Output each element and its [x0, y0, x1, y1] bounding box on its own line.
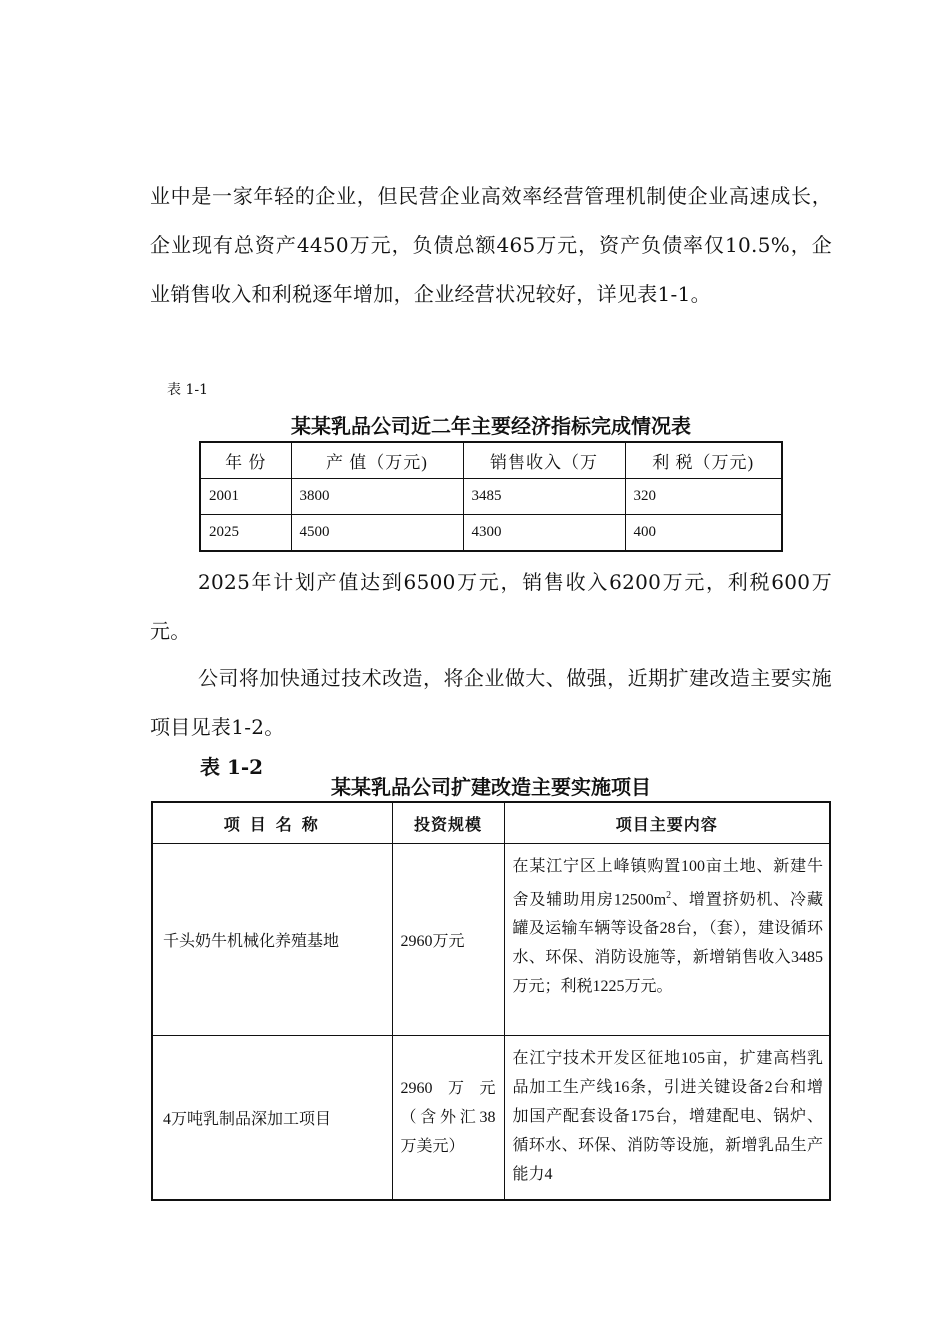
- table-header-row: [200, 442, 782, 479]
- cell-sales: 3485: [463, 479, 625, 515]
- cell-tax: 320: [625, 479, 782, 515]
- table-row: [200, 479, 782, 515]
- header-investment: 投资规模: [392, 802, 504, 844]
- expansion-projects-table: [151, 801, 831, 1201]
- header-year: 年 份: [200, 442, 291, 479]
- table-row: [152, 844, 830, 1036]
- cell-year: 2025: [200, 515, 291, 552]
- table2-title: 某某乳品公司扩建改造主要实施项目: [331, 775, 651, 799]
- header-content: 项目主要内容: [504, 802, 830, 844]
- header-sales: 销售收入（万: [463, 442, 625, 479]
- cell-sales: 4300: [463, 515, 625, 552]
- cell-year: 2001: [200, 479, 291, 515]
- cell-tax: 400: [625, 515, 782, 552]
- table1-title: 某某乳品公司近二年主要经济指标完成情况表: [291, 414, 691, 438]
- cell-content: [504, 844, 830, 1036]
- content-text-b: 、增置挤奶机、冷藏罐及运输车辆等设备28台，（套），建设循环水、环保、消防设施等，新增销售收入3485万元；利税1225万元。: [512, 891, 823, 996]
- cell-project-name: 千头奶牛机械化养殖基地: [152, 844, 392, 1036]
- table-row: [152, 1036, 830, 1200]
- table2-label: 表 1-2: [200, 755, 264, 779]
- cell-investment: 2960万元: [392, 844, 504, 1036]
- table1-label: 表 1-1: [167, 382, 208, 398]
- cell-investment: [392, 1036, 504, 1200]
- table-row: [200, 515, 782, 552]
- investment-text: 2960万元（含外汇38万美元）: [400, 1079, 496, 1155]
- table-header-row: [152, 802, 830, 844]
- header-output: 产 值（万元): [291, 442, 463, 479]
- cell-output: 4500: [291, 515, 463, 552]
- content-text-a: 在某江宁区上峰镇购置100亩土地、新建牛舍及辅助用房12500m: [512, 858, 823, 909]
- header-tax: 利 税（万元): [625, 442, 782, 479]
- header-project-name: 项 目 名 称: [152, 802, 392, 844]
- plan-paragraph: 2025年计划产值达到6500万元，销售收入6200万元，利税600万元。: [150, 570, 832, 643]
- cell-project-name: 4万吨乳制品深加工项目: [152, 1036, 392, 1200]
- intro-paragraph: 业中是一家年轻的企业，但民营企业高效率经营管理机制使企业高速成长，企业现有总资产4450万元，负债总额465万元，资产负债率仅10.5%，企业销售收入和利税逐年增加，企业经营状况较好，详见表1-1。: [150, 184, 832, 306]
- expand-paragraph: 公司将加快通过技术改造，将企业做大、做强，近期扩建改造主要实施项目见表1-2。: [150, 666, 832, 739]
- cell-content: 在江宁技术开发区征地105亩，扩建高档乳品加工生产线16条，引进关键设备2台和增加国产配套设备175台，增建配电、锅炉、循环水、环保、消防等设施，新增乳品生产能力4: [504, 1036, 830, 1200]
- economic-indicators-table: [199, 441, 783, 552]
- cell-output: 3800: [291, 479, 463, 515]
- superscript-2: 2: [666, 890, 672, 901]
